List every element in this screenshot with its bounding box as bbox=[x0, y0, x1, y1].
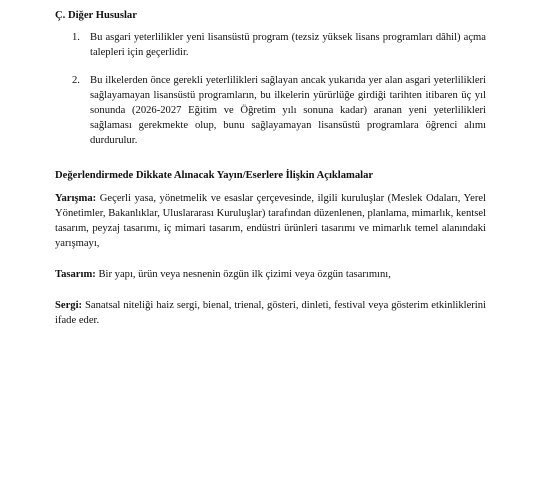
list-item bbox=[72, 30, 486, 60]
definition-yarisma bbox=[55, 191, 486, 251]
definition-tasarim bbox=[55, 267, 486, 282]
definition-text: Sanatsal niteliği haiz sergi, bienal, trienal, gösteri, dinleti, festival veya gösterim etkinliklerini ifade eder. bbox=[55, 300, 486, 326]
list-item-number: 2. bbox=[72, 75, 80, 86]
list-item-text: Bu ilkelerden önce gerekli yeterlilikleri sağlayan ancak yukarıda yer alan asgari yeterlilikleri sağlayamayan lisansüstü programların, bu ilkelerin yürürlüğe girdiği tarihten itibaren üç yıl sonunda (2026-2027 Eğitim ve Öğretim yılı sonuna kadar) aranan yeni yeterlilikleri sağlaması gerekmekte olup, bunu sağlayamayan lisansüstü programlara öğrenci alımı durdurulur. bbox=[90, 75, 486, 146]
definition-term: Yarışma: bbox=[55, 193, 97, 204]
list-item bbox=[72, 73, 486, 148]
definition-sergi bbox=[55, 298, 486, 328]
definition-text: Geçerli yasa, yönetmelik ve esaslar çerçevesinde, ilgili kuruluşlar (Meslek Odaları, Yerel Yönetimler, Bakanlıklar, Uluslararası Kuruluşlar) tarafından düzenlenen, planlama, mimarlık, kentsel tasarım, peyzaj tasarımı, iç mimari tasarım, endüstri ürünleri tasarımı ve mimarlık temel alanındaki yarışmayı, bbox=[55, 193, 486, 249]
definition-term: Sergi: bbox=[55, 300, 83, 311]
section-heading-yayin-eser-aciklamalari: Değerlendirmede Dikkate Alınacak Yayın/Eserlere İlişkin Açıklamalar bbox=[55, 170, 374, 181]
definition-term: Tasarım: bbox=[55, 269, 96, 280]
definition-text: Bir yapı, ürün veya nesnenin özgün ilk çizimi veya özgün tasarımını, bbox=[95, 269, 391, 280]
list-item-number: 1. bbox=[72, 32, 80, 43]
section-heading-diger-hususlar: Ç. Diğer Hususlar bbox=[55, 10, 137, 21]
list-item-text: Bu asgari yeterlilikler yeni lisansüstü program (tezsiz yüksek lisans programları dâhil) açma talepleri için geçerlidir. bbox=[90, 32, 486, 58]
